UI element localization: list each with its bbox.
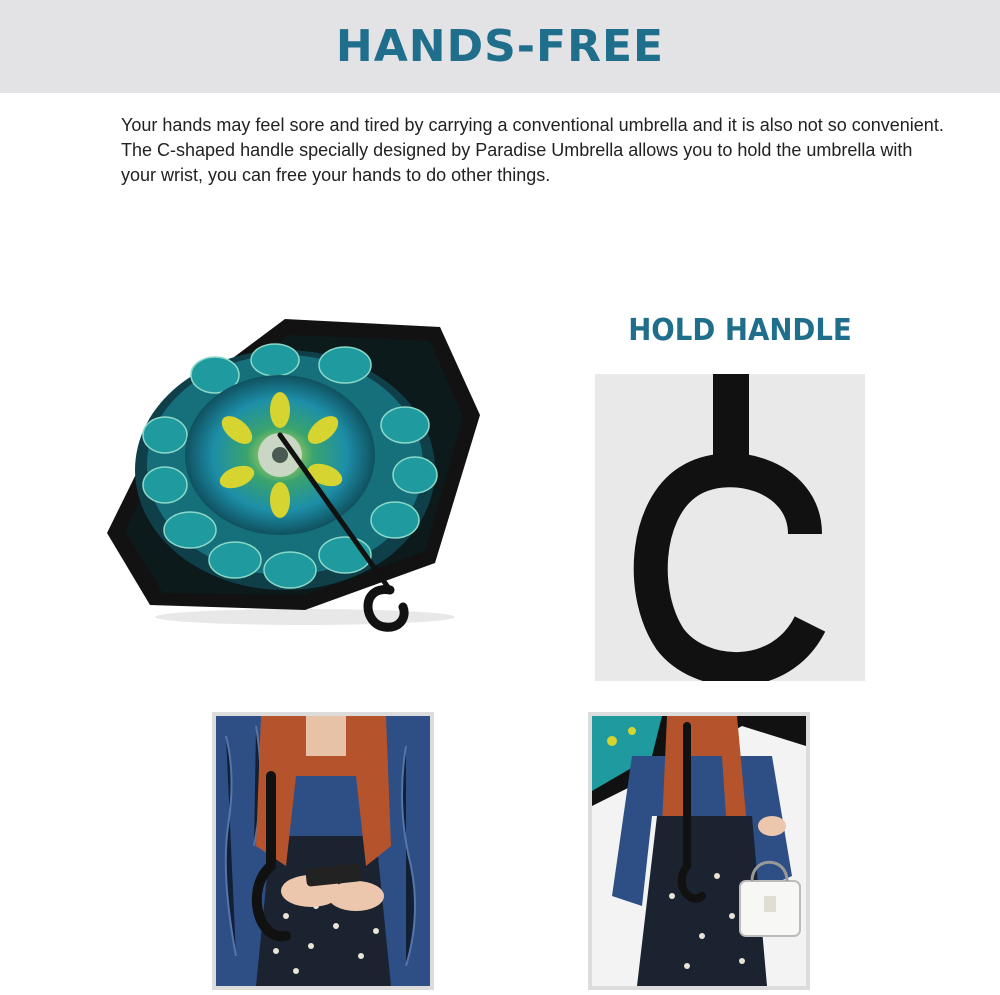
photo-hands-free-phone bbox=[212, 712, 434, 990]
handle-image bbox=[595, 374, 865, 681]
photo-hands-free-bag bbox=[588, 712, 810, 990]
hold-handle-title: HOLD HANDLE bbox=[628, 313, 852, 348]
description-text bbox=[121, 113, 944, 188]
description-line: Your hands may feel sore and tired by carrying a conventional umbrella and it is also not so convenient. bbox=[121, 115, 944, 135]
description-line: The C-shaped handle specially designed by Paradise Umbrella allows you to hold the umbrella with bbox=[121, 140, 913, 160]
umbrella-image bbox=[95, 305, 495, 645]
page-title: HANDS-FREE bbox=[335, 21, 665, 72]
header-banner bbox=[0, 0, 1000, 93]
description-line: your wrist, you can free your hands to do other things. bbox=[121, 165, 551, 185]
c-handle-icon bbox=[595, 374, 865, 681]
